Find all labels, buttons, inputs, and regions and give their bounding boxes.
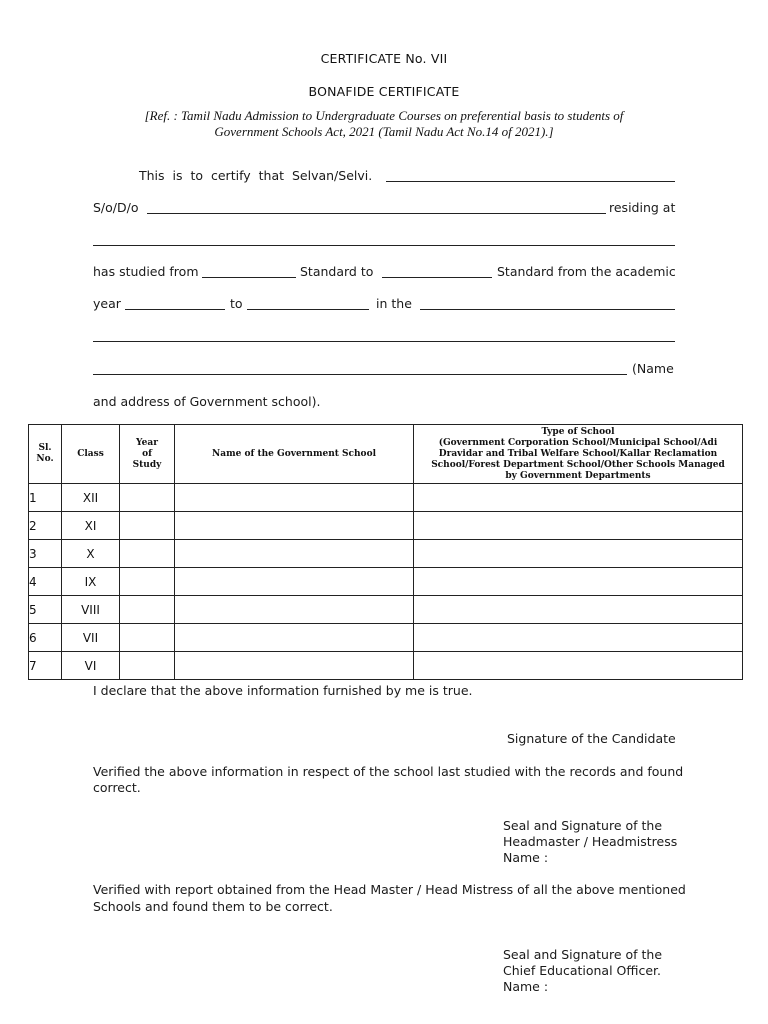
row-school-cell[interactable] bbox=[175, 540, 414, 568]
row-class: IX bbox=[62, 568, 120, 596]
year-from-field[interactable] bbox=[125, 309, 225, 310]
address-field[interactable] bbox=[93, 245, 675, 246]
year-to-field[interactable] bbox=[247, 309, 369, 310]
to-standard-field[interactable] bbox=[382, 277, 492, 278]
table-row bbox=[29, 568, 743, 596]
residing-at-label: residing at bbox=[609, 200, 676, 215]
row-class: VI bbox=[62, 652, 120, 680]
school-field-2[interactable] bbox=[93, 341, 675, 342]
row-sl: 4 bbox=[29, 568, 62, 596]
ceo-name-label: Name : bbox=[503, 979, 549, 994]
row-type-cell[interactable] bbox=[414, 512, 743, 540]
standard-to-label: Standard to bbox=[300, 264, 374, 279]
row-type-cell[interactable] bbox=[414, 568, 743, 596]
row-type-cell[interactable] bbox=[414, 540, 743, 568]
verified-report-line-2: Schools and found them to be correct. bbox=[93, 899, 333, 914]
row-sl: 6 bbox=[29, 624, 62, 652]
in-the-label: in the bbox=[376, 296, 412, 311]
row-year-cell[interactable] bbox=[120, 568, 175, 596]
year-label: year bbox=[93, 296, 121, 311]
studied-from-label: has studied from bbox=[93, 264, 199, 279]
header-class: Class bbox=[62, 425, 120, 484]
row-sl: 2 bbox=[29, 512, 62, 540]
row-year-cell[interactable] bbox=[120, 652, 175, 680]
row-class: VII bbox=[62, 624, 120, 652]
row-year-cell[interactable] bbox=[120, 540, 175, 568]
header-type-of-school: Type of School (Government Corporation School/Municipal School/Adi Dravidar and Tribal Welfare School/Kallar Reclamation School/Forest Department School/Other Schools Managed by Government Departments bbox=[414, 425, 743, 484]
row-school-cell[interactable] bbox=[175, 652, 414, 680]
name-address-label: and address of Government school). bbox=[93, 394, 321, 409]
candidate-signature-label: Signature of the Candidate bbox=[507, 731, 676, 746]
parent-name-field[interactable] bbox=[147, 213, 606, 214]
candidate-name-field[interactable] bbox=[386, 181, 675, 182]
headmaster-seal-line-2: Headmaster / Headmistress bbox=[503, 834, 678, 849]
row-type-cell[interactable] bbox=[414, 484, 743, 512]
row-type-cell[interactable] bbox=[414, 596, 743, 624]
row-school-cell[interactable] bbox=[175, 624, 414, 652]
declaration-text: I declare that the above information furnished by me is true. bbox=[93, 683, 473, 698]
row-year-cell[interactable] bbox=[120, 484, 175, 512]
certify-text: This is to certify that Selvan/Selvi. bbox=[139, 168, 373, 183]
verified-report-line-1: Verified with report obtained from the Head Master / Head Mistress of all the above mentioned bbox=[93, 882, 686, 897]
row-year-cell[interactable] bbox=[120, 512, 175, 540]
table-row bbox=[29, 512, 743, 540]
row-type-cell[interactable] bbox=[414, 624, 743, 652]
row-sl: 3 bbox=[29, 540, 62, 568]
verified-school-line-2: correct. bbox=[93, 780, 141, 795]
table-header-row bbox=[29, 425, 743, 484]
certificate-title: BONAFIDE CERTIFICATE bbox=[308, 84, 460, 99]
row-school-cell[interactable] bbox=[175, 484, 414, 512]
row-class: VIII bbox=[62, 596, 120, 624]
row-year-cell[interactable] bbox=[120, 596, 175, 624]
to-label: to bbox=[230, 296, 243, 311]
header-school-name: Name of the Government School bbox=[175, 425, 414, 484]
header-year-of-study: Year of Study bbox=[120, 425, 175, 484]
row-sl: 5 bbox=[29, 596, 62, 624]
from-standard-field[interactable] bbox=[202, 277, 296, 278]
table-row bbox=[29, 596, 743, 624]
headmaster-name-label: Name : bbox=[503, 850, 549, 865]
row-school-cell[interactable] bbox=[175, 568, 414, 596]
reference-line-1: [Ref. : Tamil Nadu Admission to Undergraduate Courses on preferential basis to students of bbox=[144, 108, 624, 123]
row-year-cell[interactable] bbox=[120, 624, 175, 652]
row-school-cell[interactable] bbox=[175, 512, 414, 540]
row-class: X bbox=[62, 540, 120, 568]
table-row bbox=[29, 652, 743, 680]
standard-from-academic-label: Standard from the academic bbox=[497, 264, 676, 279]
name-open-label: (Name bbox=[632, 361, 674, 376]
school-field-3[interactable] bbox=[93, 374, 627, 375]
table-row bbox=[29, 624, 743, 652]
sodo-label: S/o/D/o bbox=[93, 200, 139, 215]
verified-school-line-1: Verified the above information in respect of the school last studied with the records and found bbox=[93, 764, 684, 779]
ceo-seal-line-1: Seal and Signature of the bbox=[503, 947, 663, 962]
table-row bbox=[29, 484, 743, 512]
school-field-1[interactable] bbox=[420, 309, 675, 310]
certificate-number: CERTIFICATE No. VII bbox=[320, 51, 448, 66]
ceo-seal-line-2: Chief Educational Officer. bbox=[503, 963, 661, 978]
row-school-cell[interactable] bbox=[175, 596, 414, 624]
header-sl-no: Sl. No. bbox=[29, 425, 62, 484]
row-sl: 1 bbox=[29, 484, 62, 512]
row-type-cell[interactable] bbox=[414, 652, 743, 680]
table-row bbox=[29, 540, 743, 568]
schools-table bbox=[28, 424, 743, 680]
reference-line-2: Government Schools Act, 2021 (Tamil Nadu Act No.14 of 2021).] bbox=[214, 124, 554, 139]
headmaster-seal-line-1: Seal and Signature of the bbox=[503, 818, 663, 833]
row-class: XI bbox=[62, 512, 120, 540]
row-sl: 7 bbox=[29, 652, 62, 680]
row-class: XII bbox=[62, 484, 120, 512]
